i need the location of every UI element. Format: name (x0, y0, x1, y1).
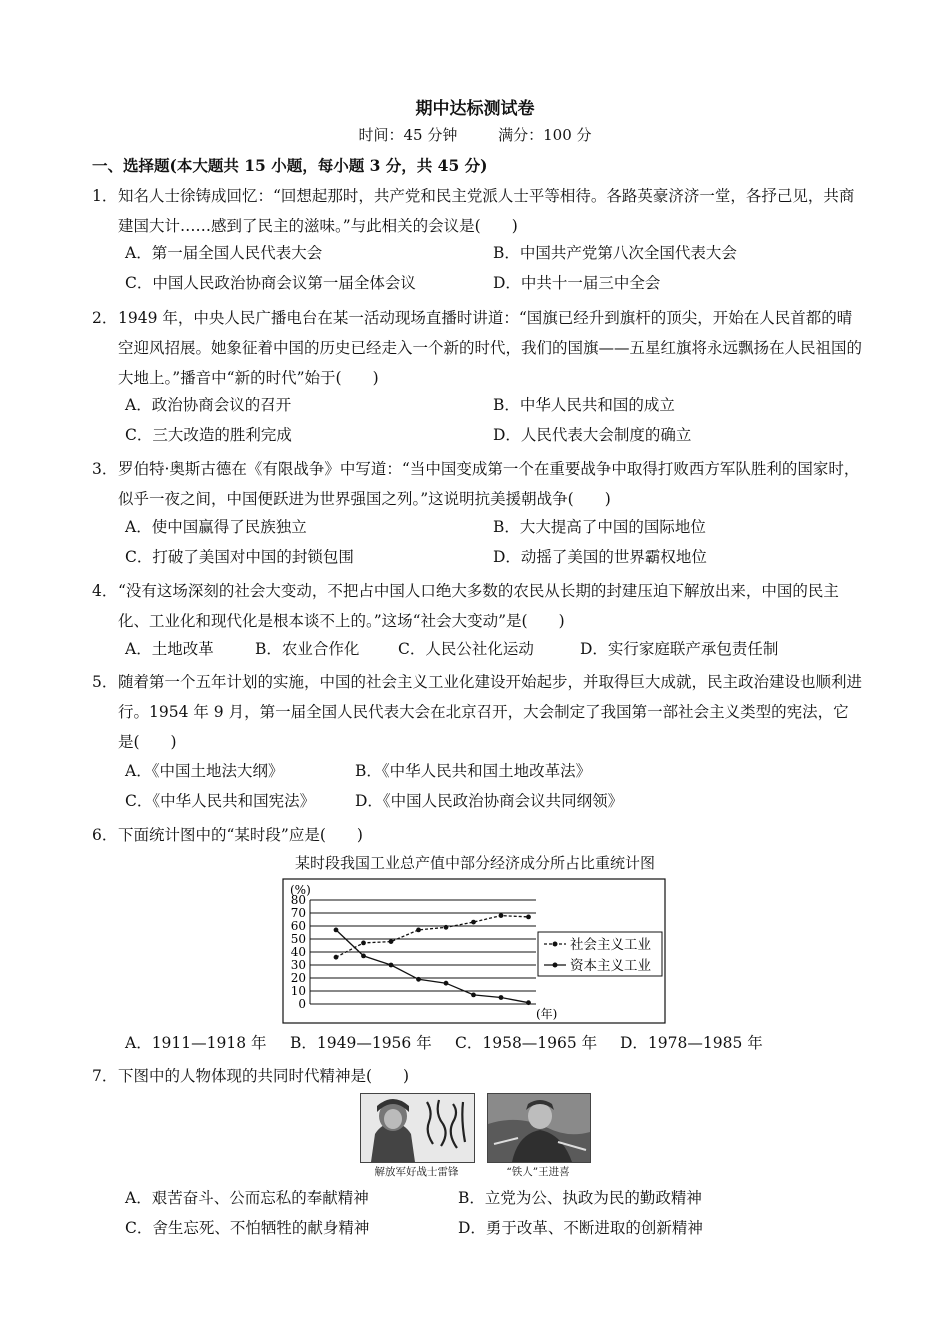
legend-label-capitalist: 资本主义工业 (570, 958, 651, 974)
data-point (334, 955, 339, 960)
y-tick-label: 60 (290, 919, 306, 933)
y-axis-label: (%) (290, 883, 311, 897)
question-number: 1． (92, 187, 118, 205)
y-tick-label: 10 (290, 984, 306, 998)
option-b[interactable]: B．大大提高了中国的国际地位 (493, 518, 706, 536)
question-6 (92, 820, 862, 850)
option-d[interactable]: D．勇于改革、不断进取的创新精神 (458, 1219, 703, 1237)
question-5 (92, 667, 862, 757)
data-point (526, 1000, 531, 1005)
time-limit: 时间：45 分钟 (358, 126, 458, 144)
section-heading: 一、选择题(本大题共 15 小题，每小题 3 分，共 45 分) (92, 156, 488, 175)
option-b[interactable]: B．1949—1956 年 (290, 1034, 432, 1052)
option-c[interactable]: C．《中华人民共和国宪法》 (125, 792, 316, 810)
option-d[interactable]: D．1978—1985 年 (620, 1034, 763, 1052)
photo-lei-feng (360, 1093, 475, 1163)
question-2 (92, 303, 862, 393)
chart-legend (538, 932, 662, 976)
option-a[interactable]: A．艰苦奋斗、公而忘私的奉献精神 (125, 1189, 369, 1207)
question-4 (92, 576, 862, 636)
y-tick-label: 40 (290, 945, 306, 959)
data-point (499, 913, 504, 918)
chart-title: 某时段我国工业总产值中部分经济成分所占比重统计图 (294, 854, 655, 872)
question-number: 2． (92, 309, 118, 327)
option-b[interactable]: B．立党为公、执政为民的勤政精神 (458, 1189, 702, 1207)
data-point (334, 928, 339, 933)
legend-label-socialist: 社会主义工业 (570, 937, 651, 953)
option-a[interactable]: A．1911—1918 年 (125, 1034, 267, 1052)
legend-marker-socialist (553, 942, 558, 947)
question-stem: “没有这场深刻的社会大变动，不把占中国人口绝大多数的农民从长期的封建压迫下解放出来，中国的民主化、工业化和现代化是根本谈不上的。”这场“社会大变动”是( ) (118, 582, 839, 630)
option-b[interactable]: B．中国共产党第八次全国代表大会 (493, 244, 737, 262)
exam-title: 期中达标测试卷 (415, 99, 535, 119)
data-point (416, 977, 421, 982)
data-point (471, 920, 476, 925)
question-7 (92, 1061, 862, 1091)
option-c[interactable]: C．舍生忘死、不怕牺牲的献身精神 (125, 1219, 370, 1237)
y-tick-label: 50 (290, 932, 306, 946)
question-stem: 1949 年，中央人民广播电台在某一活动现场直播时讲道：“国旗已经升到旗杆的顶尖，开始在人民首都的晴空迎风招展。她象征着中国的历史已经走入一个新的时代，我们的国旗——五星红旗将永远飘扬在人民祖国的大地上。”播音中“新的时代”始于( ) (118, 309, 863, 387)
question-1 (92, 181, 862, 241)
option-b[interactable]: B．农业合作化 (255, 640, 360, 658)
exam-info (0, 124, 950, 145)
legend-marker-capitalist (553, 963, 558, 968)
photo-wang-jinxi (487, 1093, 591, 1163)
y-axis-ticks (291, 893, 306, 1011)
option-c[interactable]: C．三大改造的胜利完成 (125, 426, 292, 444)
y-tick-label: 20 (290, 971, 306, 985)
option-a[interactable]: A．使中国赢得了民族独立 (125, 518, 307, 536)
data-point (389, 939, 394, 944)
data-point (444, 925, 449, 930)
y-tick-label: 0 (298, 997, 306, 1011)
line-chart (282, 878, 666, 1024)
option-c[interactable]: C．人民公社化运动 (398, 640, 534, 658)
data-point (499, 995, 504, 1000)
data-point (444, 981, 449, 986)
option-d[interactable]: D．实行家庭联产承包责任制 (580, 640, 779, 658)
data-point (526, 915, 531, 920)
y-tick-label: 80 (290, 893, 306, 907)
option-d[interactable]: D．中共十一届三中全会 (493, 274, 661, 292)
question-stem: 随着第一个五年计划的实施，中国的社会主义工业化建设开始起步，并取得巨大成就，民主政治建设也顺利进行。1954 年 9 月，第一届全国人民代表大会在北京召开，大会制定了我国第一部社会主义类型的宪法，它是( ) (118, 673, 863, 751)
question-number: 3． (92, 460, 118, 478)
question-number: 5． (92, 673, 118, 691)
data-point (471, 993, 476, 998)
option-a[interactable]: A．第一届全国人民代表大会 (125, 244, 323, 262)
question-stem: 知名人士徐铸成回忆：“回想起那时，共产党和民主党派人士平等相待。各路英豪济济一堂，各抒己见，共商建国大计……感到了民主的滋味。”与此相关的会议是( ) (118, 187, 855, 235)
data-point (361, 941, 366, 946)
y-tick-label: 30 (290, 958, 306, 972)
question-number: 7． (92, 1067, 118, 1085)
option-d[interactable]: D．《中国人民政治协商会议共同纲领》 (355, 792, 624, 810)
data-point (389, 963, 394, 968)
question-stem: 下面统计图中的“某时段”应是( ) (118, 826, 363, 844)
option-b[interactable]: B．中华人民共和国的成立 (493, 396, 675, 414)
photo-caption-wang-jinxi: “铁人”王进喜 (506, 1166, 570, 1178)
option-d[interactable]: D．动摇了美国的世界霸权地位 (493, 548, 707, 566)
option-c[interactable]: C．中国人民政治协商会议第一届全体会议 (125, 274, 416, 292)
option-c[interactable]: C．打破了美国对中国的封锁包围 (125, 548, 354, 566)
option-c[interactable]: C．1958—1965 年 (455, 1034, 598, 1052)
data-point (361, 954, 366, 959)
full-score: 满分：100 分 (498, 126, 592, 144)
option-a[interactable]: A．《中国土地法大纲》 (125, 762, 284, 780)
question-number: 4． (92, 582, 118, 600)
option-b[interactable]: B．《中华人民共和国土地改革法》 (355, 762, 592, 780)
option-d[interactable]: D．人民代表大会制度的确立 (493, 426, 692, 444)
question-stem: 下图中的人物体现的共同时代精神是( ) (118, 1067, 410, 1085)
x-axis-label: (年) (536, 1007, 558, 1021)
question-number: 6． (92, 826, 118, 844)
data-point (416, 928, 421, 933)
option-a[interactable]: A．政治协商会议的召开 (125, 396, 292, 414)
question-stem: 罗伯特·奥斯古德在《有限战争》中写道：“当中国变成第一个在重要战争中取得打败西方军队胜利的国家时，似乎一夜之间，中国便跃进为世界强国之列。”这说明抗美援朝战争( ) (118, 460, 860, 508)
option-a[interactable]: A．土地改革 (125, 640, 214, 658)
question-3 (92, 454, 862, 514)
y-tick-label: 70 (290, 906, 306, 920)
photo-caption-lei-feng: 解放军好战士雷锋 (374, 1166, 459, 1178)
